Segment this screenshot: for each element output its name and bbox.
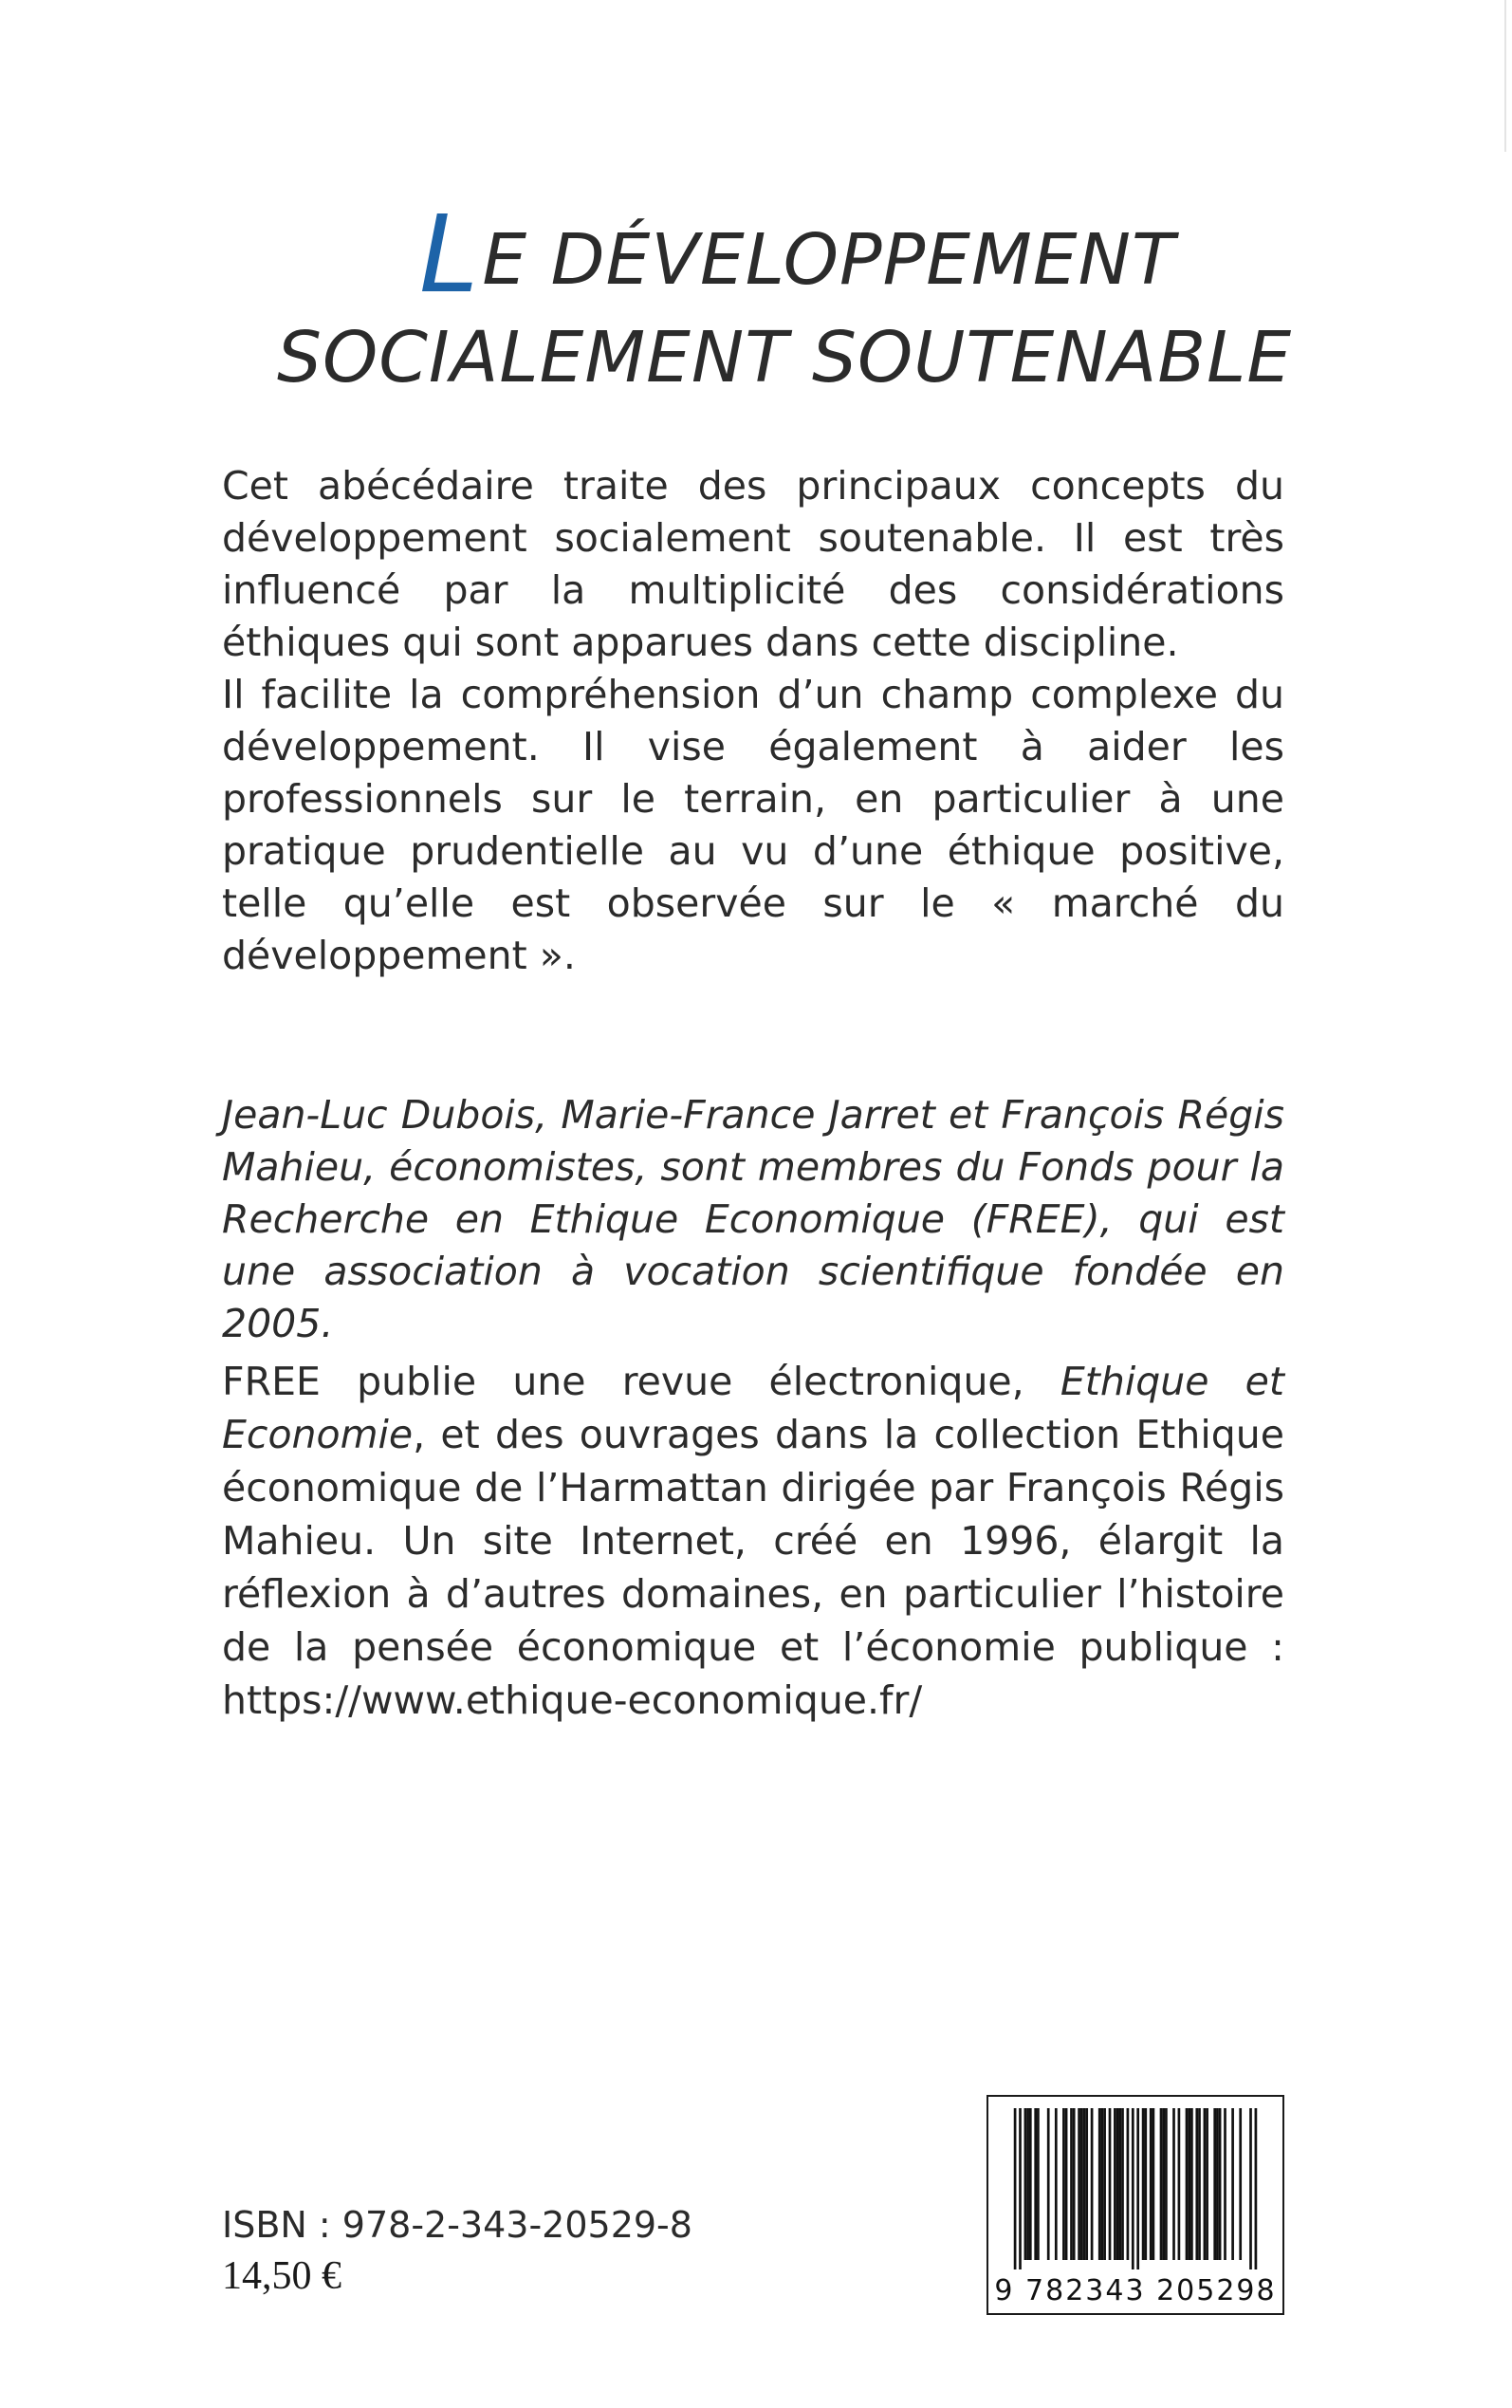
journal-title: Ethique et Economie: [222, 1359, 1284, 1457]
edge-divider: [1504, 0, 1506, 152]
barcode-bar: [1055, 2108, 1058, 2260]
isbn-label: ISBN : 978-2-343-20529-8: [222, 2204, 692, 2246]
barcode-bar: [1116, 2108, 1119, 2260]
free-text-part-1: FREE publie une revue électronique,: [222, 1359, 1060, 1404]
barcode-bar: [1029, 2108, 1032, 2260]
barcode-bar: [1188, 2108, 1190, 2260]
barcode-bar: [1190, 2108, 1193, 2260]
barcode-bar: [1118, 2108, 1121, 2260]
barcode-bar: [1186, 2108, 1189, 2260]
barcode-bar: [1019, 2108, 1022, 2269]
free-text-part-2: , et des ouvrages dans la collection Ethique économique de l’Harmattan dirigée par François Régis Mahieu. Un site Internet, créé en 1996, élargit la réflexion à d’autres domaines, en particulier l’histoire de la pensée économique et l’économie publique : https://www.ethique-economique.fr/: [222, 1412, 1284, 1723]
free-paragraph: [222, 1355, 1284, 1727]
barcode-bar: [1101, 2108, 1104, 2260]
barcode-bar: [1136, 2108, 1139, 2269]
barcode-bar: [1037, 2108, 1040, 2260]
barcode-bar: [1150, 2108, 1152, 2260]
authors-text: Jean-Luc Dubois, Marie-France Jarret et François Régis Mahieu, économistes, sont membres du Fonds pour la Recherche en Ethique Economique (FREE), qui est une association à vocation scientifique fondée en 2005.: [222, 1092, 1284, 1346]
barcode-bar: [1085, 2108, 1088, 2260]
barcode-bar: [1121, 2108, 1124, 2260]
barcode-bar: [1132, 2108, 1134, 2269]
barcode-bar: [1239, 2108, 1242, 2260]
barcode-bar: [1091, 2108, 1094, 2260]
title-line-1-text: E DÉVELOPPEMENT: [482, 219, 1176, 302]
title-dropcap: L: [419, 194, 479, 318]
authors-bio: [222, 1089, 1284, 1350]
barcode-bar: [1109, 2108, 1112, 2260]
price-label: 14,50 €: [222, 2254, 341, 2298]
barcode-bar: [1070, 2108, 1073, 2260]
barcode: [986, 2095, 1284, 2315]
barcode-bar: [1062, 2108, 1065, 2260]
barcode-bar: [1083, 2108, 1086, 2260]
barcode-digits: 9 782343 205298: [994, 2274, 1277, 2307]
barcode-bar: [1103, 2108, 1106, 2260]
barcode-bar: [1219, 2108, 1222, 2260]
barcode-bar: [1195, 2108, 1198, 2260]
barcode-bar: [1114, 2108, 1116, 2260]
barcode-bar: [1198, 2108, 1201, 2260]
barcode-bar: [1204, 2108, 1207, 2260]
barcode-bar: [1249, 2108, 1252, 2269]
barcode-bar: [1162, 2108, 1165, 2260]
barcode-bar: [1178, 2108, 1181, 2260]
barcode-bar: [1255, 2108, 1258, 2269]
barcode-bar: [1026, 2108, 1029, 2260]
barcode-bar: [1065, 2108, 1068, 2260]
blurb-paragraph-2: Il facilite la compréhension d’un champ complexe du développement. Il vise également à aider les professionnels sur le terrain, en particulier à une pratique prudentielle au vu d’une éthique positive, telle qu’elle est observée sur le « marché du développement ».: [222, 672, 1284, 978]
barcode-bar: [1144, 2108, 1147, 2260]
barcode-bar: [1073, 2108, 1076, 2260]
barcode-bar: [1098, 2108, 1101, 2260]
barcode-bars: [988, 2097, 1282, 2269]
book-title: [266, 194, 1309, 410]
barcode-bar: [1172, 2108, 1175, 2260]
barcode-bar: [1080, 2108, 1083, 2260]
barcode-bar: [1127, 2108, 1130, 2260]
barcode-bar: [1014, 2108, 1017, 2269]
title-line-1: [266, 194, 1309, 318]
barcode-bar: [1024, 2108, 1027, 2260]
barcode-bar: [1047, 2108, 1050, 2260]
barcode-bar: [1216, 2108, 1219, 2260]
book-blurb: [222, 460, 1284, 982]
free-description: [222, 1355, 1284, 1727]
barcode-bar: [1213, 2108, 1216, 2260]
barcode-bar: [1142, 2108, 1145, 2260]
barcode-bar: [1078, 2108, 1080, 2260]
barcode-bar: [1206, 2108, 1208, 2260]
barcode-bar: [1160, 2108, 1163, 2260]
blurb-paragraph-1: Cet abécédaire traite des principaux concepts du développement socialement soutenable. Il est très influencé par la multiplicité des considérations éthiques qui sont apparues dans cette discipline.: [222, 463, 1284, 665]
barcode-bar: [1231, 2108, 1234, 2260]
barcode-bar: [1034, 2108, 1037, 2260]
barcode-bar: [1165, 2108, 1168, 2260]
barcode-bar: [1152, 2108, 1155, 2260]
title-line-2: SOCIALEMENT SOUTENABLE: [277, 317, 1293, 399]
barcode-bar: [1224, 2108, 1226, 2260]
